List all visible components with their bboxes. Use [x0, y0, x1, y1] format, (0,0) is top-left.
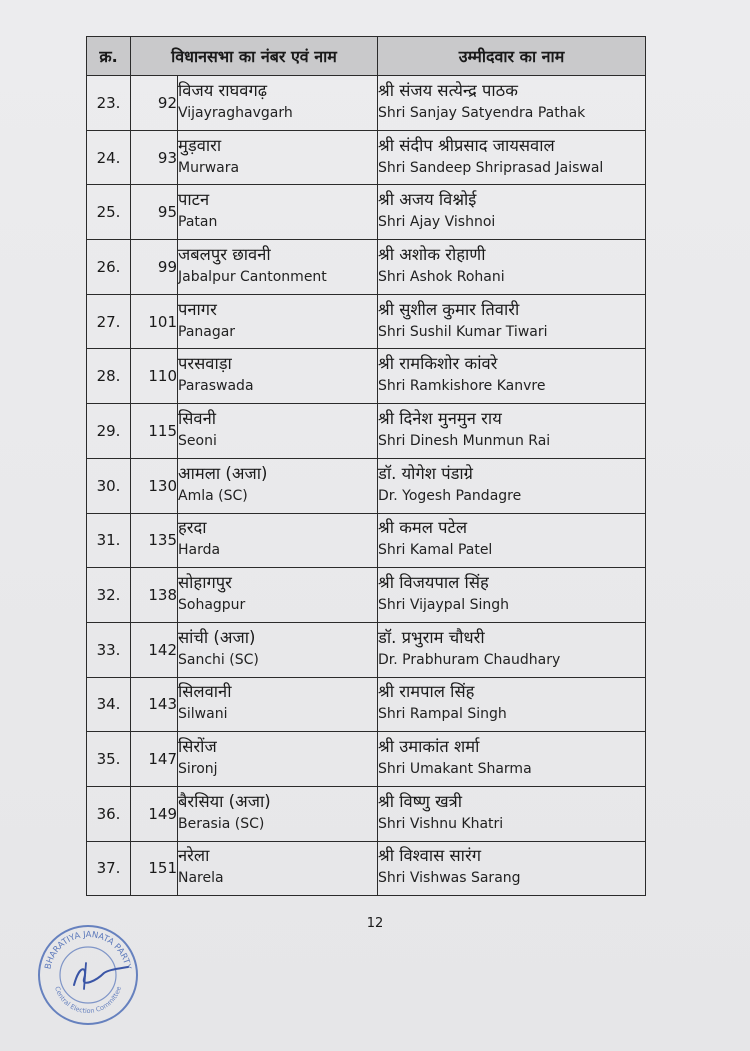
constituency-name-hindi: जबलपुर छावनी	[178, 244, 271, 264]
constituency-name-english: Sohagpur	[178, 597, 246, 614]
candidate-name-hindi: श्री विश्वास सारंग	[378, 846, 481, 866]
constituency-name	[178, 622, 378, 677]
constituency-name-english: Berasia (SC)	[178, 815, 265, 832]
candidate-name	[378, 349, 646, 404]
candidate-name-english: Shri Sanjay Satyendra Pathak	[378, 104, 586, 121]
constituency-name-hindi: आमला (अजा)	[178, 463, 268, 483]
constituency-name-hindi: हरदा	[178, 518, 207, 538]
candidate-name	[378, 185, 646, 240]
candidate-name-hindi: श्री संदीप श्रीप्रसाद जायसवाल	[378, 135, 555, 155]
table-row	[87, 130, 646, 185]
candidate-name	[378, 677, 646, 732]
constituency-name-english: Panagar	[178, 323, 236, 340]
header-sno: क्र.	[87, 37, 131, 76]
row-serial: 32.	[87, 568, 131, 623]
constituency-name-hindi: नरेला	[178, 846, 210, 866]
constituency-number: 92	[131, 76, 178, 131]
constituency-number: 143	[131, 677, 178, 732]
constituency-name-english: Amla (SC)	[178, 487, 248, 504]
candidate-name-english: Shri Umakant Sharma	[378, 761, 532, 778]
constituency-name-hindi: सिरोंज	[178, 737, 217, 757]
candidate-name-english: Shri Ajay Vishnoi	[378, 214, 496, 231]
candidate-name-hindi: श्री अजय विश्नोई	[378, 190, 477, 210]
candidate-name-hindi: श्री रामकिशोर कांवरे	[378, 354, 498, 374]
candidate-name-hindi: श्री सुशील कुमार तिवारी	[378, 299, 520, 319]
constituency-name	[178, 294, 378, 349]
row-serial: 30.	[87, 458, 131, 513]
candidate-name	[378, 294, 646, 349]
row-serial: 31.	[87, 513, 131, 568]
row-serial: 37.	[87, 841, 131, 896]
candidate-name	[378, 404, 646, 459]
candidate-name-english: Shri Sandeep Shriprasad Jaiswal	[378, 159, 604, 176]
table-row	[87, 786, 646, 841]
constituency-name-english: Paraswada	[178, 378, 254, 395]
constituency-number: 95	[131, 185, 178, 240]
constituency-name-hindi: सिवनी	[178, 408, 217, 428]
table-row	[87, 349, 646, 404]
candidate-name-english: Dr. Yogesh Pandagre	[378, 487, 522, 504]
candidate-name-english: Shri Ramkishore Kanvre	[378, 378, 546, 395]
constituency-number: 138	[131, 568, 178, 623]
signature-mark	[74, 967, 128, 985]
candidate-name-english: Shri Vijaypal Singh	[378, 597, 509, 614]
row-serial: 27.	[87, 294, 131, 349]
candidate-name-english: Shri Kamal Patel	[378, 542, 493, 559]
constituency-name-english: Seoni	[178, 432, 217, 449]
table-row	[87, 677, 646, 732]
constituency-number: 110	[131, 349, 178, 404]
seal-text-top: BHARATIYA JANATA PARTY	[43, 929, 133, 971]
row-serial: 28.	[87, 349, 131, 404]
table-header-row	[87, 37, 646, 76]
constituency-number: 147	[131, 732, 178, 787]
constituency-name	[178, 240, 378, 295]
candidate-name-english: Shri Sushil Kumar Tiwari	[378, 323, 548, 340]
constituency-name-hindi: परसवाड़ा	[178, 354, 232, 374]
constituency-name	[178, 568, 378, 623]
table-row	[87, 568, 646, 623]
constituency-number: 149	[131, 786, 178, 841]
constituency-number: 130	[131, 458, 178, 513]
constituency-name	[178, 841, 378, 896]
constituency-name	[178, 732, 378, 787]
candidate-name-english: Shri Ashok Rohani	[378, 268, 505, 285]
constituency-name	[178, 513, 378, 568]
candidate-name	[378, 130, 646, 185]
candidate-name-english: Shri Vishnu Khatri	[378, 815, 504, 832]
row-serial: 35.	[87, 732, 131, 787]
row-serial: 36.	[87, 786, 131, 841]
seal-text-bottom: Central Election Committee	[53, 985, 123, 1016]
constituency-number: 142	[131, 622, 178, 677]
candidate-name-english: Shri Vishwas Sarang	[378, 870, 521, 887]
header-constituency: विधानसभा का नंबर एवं नाम	[131, 37, 378, 76]
constituency-number: 99	[131, 240, 178, 295]
candidate-name-english: Shri Dinesh Munmun Rai	[378, 432, 551, 449]
row-serial: 33.	[87, 622, 131, 677]
constituency-name-english: Vijayraghavgarh	[178, 104, 293, 121]
candidate-list-table	[86, 36, 646, 896]
candidate-name-hindi: श्री विजयपाल सिंह	[378, 573, 489, 593]
candidate-name-hindi: डॉ. प्रभुराम चौधरी	[378, 627, 485, 647]
constituency-name	[178, 458, 378, 513]
candidate-name	[378, 841, 646, 896]
svg-text:Central Election Committee	[53, 985, 123, 1015]
candidate-name	[378, 568, 646, 623]
constituency-number: 101	[131, 294, 178, 349]
constituency-name	[178, 76, 378, 131]
row-serial: 24.	[87, 130, 131, 185]
candidate-name	[378, 458, 646, 513]
constituency-name	[178, 404, 378, 459]
candidate-name	[378, 732, 646, 787]
constituency-name	[178, 786, 378, 841]
table-row	[87, 622, 646, 677]
candidate-name-english: Dr. Prabhuram Chaudhary	[378, 651, 561, 668]
candidate-name	[378, 513, 646, 568]
table-row	[87, 240, 646, 295]
candidate-name	[378, 786, 646, 841]
candidate-name	[378, 622, 646, 677]
header-candidate: उम्मीदवार का नाम	[378, 37, 646, 76]
constituency-name-hindi: बैरसिया (अजा)	[178, 791, 271, 811]
constituency-name-hindi: सिलवानी	[178, 682, 232, 702]
candidate-name-hindi: श्री संजय सत्येन्द्र पाठक	[378, 80, 518, 100]
row-serial: 25.	[87, 185, 131, 240]
table-row	[87, 294, 646, 349]
table-row	[87, 458, 646, 513]
row-serial: 23.	[87, 76, 131, 131]
constituency-name-hindi: सोहागपुर	[178, 573, 232, 593]
constituency-name-hindi: सांची (अजा)	[178, 627, 256, 647]
candidate-name-hindi: श्री रामपाल सिंह	[378, 682, 475, 702]
candidate-name-hindi: डॉ. योगेश पंडाग्रे	[378, 463, 473, 483]
row-serial: 34.	[87, 677, 131, 732]
constituency-name-hindi: पनागर	[178, 299, 217, 319]
constituency-name	[178, 349, 378, 404]
table-row	[87, 185, 646, 240]
candidate-name-hindi: श्री उमाकांत शर्मा	[378, 737, 480, 757]
candidate-name-english: Shri Rampal Singh	[378, 706, 507, 723]
table-row	[87, 841, 646, 896]
party-seal-stamp	[36, 923, 140, 1027]
constituency-name-hindi: विजय राघवगढ़	[178, 80, 268, 100]
constituency-name-hindi: मुड़वारा	[178, 135, 222, 155]
constituency-name-english: Sanchi (SC)	[178, 651, 259, 668]
candidate-name-hindi: श्री विष्णु खत्री	[378, 791, 463, 811]
constituency-name	[178, 185, 378, 240]
row-serial: 29.	[87, 404, 131, 459]
constituency-name-english: Jabalpur Cantonment	[178, 268, 327, 285]
table-row	[87, 513, 646, 568]
constituency-name-hindi: पाटन	[178, 190, 210, 210]
constituency-name-english: Sironj	[178, 761, 218, 778]
candidate-name	[378, 240, 646, 295]
candidate-name	[378, 76, 646, 131]
candidate-name-hindi: श्री अशोक रोहाणी	[378, 244, 486, 264]
constituency-name	[178, 677, 378, 732]
table-row	[87, 404, 646, 459]
page-number: 12	[366, 916, 384, 931]
constituency-number: 151	[131, 841, 178, 896]
constituency-number: 93	[131, 130, 178, 185]
constituency-name-english: Silwani	[178, 706, 228, 723]
constituency-name-english: Narela	[178, 870, 224, 887]
constituency-name-english: Murwara	[178, 159, 240, 176]
row-serial: 26.	[87, 240, 131, 295]
constituency-name	[178, 130, 378, 185]
constituency-name-english: Patan	[178, 214, 218, 231]
constituency-number: 135	[131, 513, 178, 568]
table-row	[87, 732, 646, 787]
table-row	[87, 76, 646, 131]
candidate-name-hindi: श्री दिनेश मुनमुन राय	[378, 408, 502, 428]
candidate-name-hindi: श्री कमल पटेल	[378, 518, 468, 538]
constituency-name-english: Harda	[178, 542, 221, 559]
constituency-number: 115	[131, 404, 178, 459]
